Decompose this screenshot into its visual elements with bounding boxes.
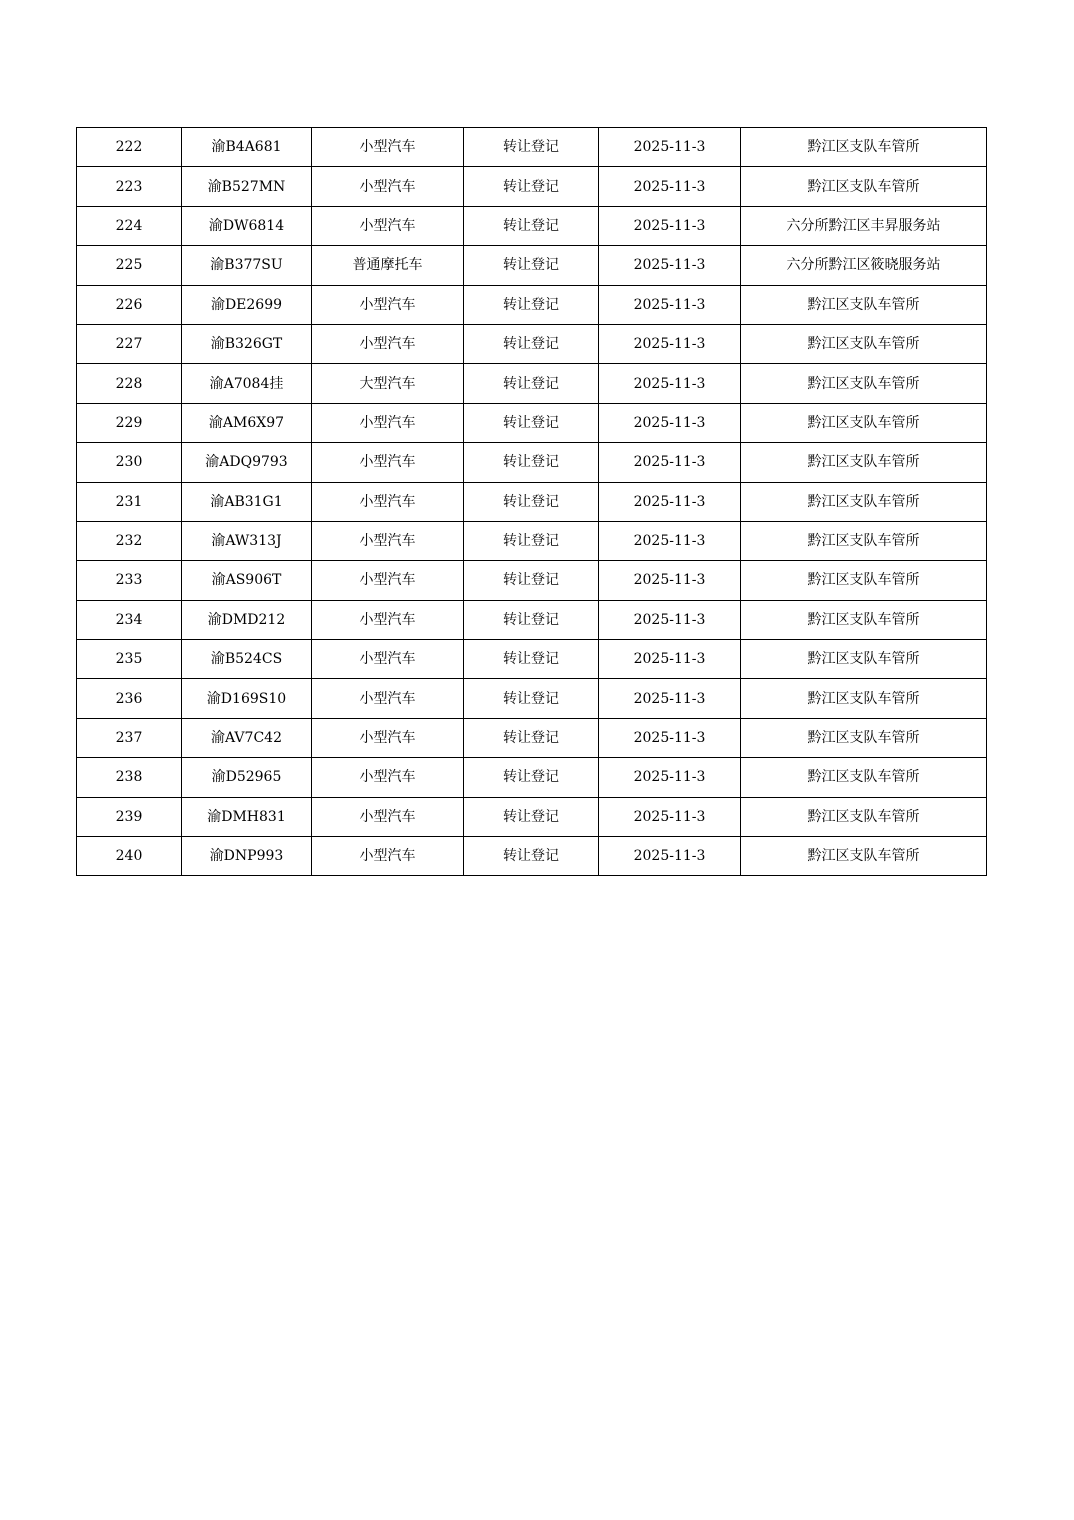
table-row bbox=[77, 324, 987, 363]
cell-business: 转让登记 bbox=[464, 718, 599, 757]
cell-business: 转让登记 bbox=[464, 837, 599, 876]
cell-plate: 渝AB31G1 bbox=[182, 482, 312, 521]
records-body bbox=[77, 128, 987, 876]
cell-plate: 渝D169S10 bbox=[182, 679, 312, 718]
table-row bbox=[77, 443, 987, 482]
cell-office: 黔江区支队车管所 bbox=[741, 285, 987, 324]
cell-plate: 渝DMH831 bbox=[182, 797, 312, 836]
table-row bbox=[77, 285, 987, 324]
cell-office: 黔江区支队车管所 bbox=[741, 482, 987, 521]
table-row bbox=[77, 482, 987, 521]
cell-business: 转让登记 bbox=[464, 482, 599, 521]
cell-date: 2025-11-3 bbox=[599, 718, 741, 757]
cell-date: 2025-11-3 bbox=[599, 128, 741, 167]
cell-office: 黔江区支队车管所 bbox=[741, 561, 987, 600]
cell-plate: 渝DW6814 bbox=[182, 206, 312, 245]
table-row bbox=[77, 167, 987, 206]
cell-seq: 226 bbox=[77, 285, 182, 324]
cell-vehicle-type: 小型汽车 bbox=[312, 167, 464, 206]
table-row bbox=[77, 758, 987, 797]
cell-business: 转让登记 bbox=[464, 246, 599, 285]
cell-plate: 渝A7084挂 bbox=[182, 364, 312, 403]
cell-office: 黔江区支队车管所 bbox=[741, 403, 987, 442]
cell-plate: 渝B527MN bbox=[182, 167, 312, 206]
cell-business: 转让登记 bbox=[464, 521, 599, 560]
cell-office: 黔江区支队车管所 bbox=[741, 167, 987, 206]
cell-vehicle-type: 小型汽车 bbox=[312, 679, 464, 718]
cell-vehicle-type: 小型汽车 bbox=[312, 561, 464, 600]
cell-office: 黔江区支队车管所 bbox=[741, 718, 987, 757]
cell-date: 2025-11-3 bbox=[599, 403, 741, 442]
cell-seq: 224 bbox=[77, 206, 182, 245]
cell-seq: 235 bbox=[77, 640, 182, 679]
cell-plate: 渝B4A681 bbox=[182, 128, 312, 167]
cell-vehicle-type: 小型汽车 bbox=[312, 718, 464, 757]
cell-plate: 渝B377SU bbox=[182, 246, 312, 285]
cell-vehicle-type: 小型汽车 bbox=[312, 206, 464, 245]
table-row bbox=[77, 718, 987, 757]
cell-date: 2025-11-3 bbox=[599, 167, 741, 206]
cell-plate: 渝ADQ9793 bbox=[182, 443, 312, 482]
cell-vehicle-type: 小型汽车 bbox=[312, 128, 464, 167]
cell-date: 2025-11-3 bbox=[599, 679, 741, 718]
cell-plate: 渝DMD212 bbox=[182, 600, 312, 639]
cell-office: 黔江区支队车管所 bbox=[741, 797, 987, 836]
cell-seq: 229 bbox=[77, 403, 182, 442]
table-row bbox=[77, 600, 987, 639]
cell-vehicle-type: 小型汽车 bbox=[312, 482, 464, 521]
cell-office: 黔江区支队车管所 bbox=[741, 128, 987, 167]
cell-business: 转让登记 bbox=[464, 443, 599, 482]
cell-office: 六分所黔江区筱晓服务站 bbox=[741, 246, 987, 285]
table-row bbox=[77, 206, 987, 245]
cell-date: 2025-11-3 bbox=[599, 246, 741, 285]
cell-seq: 233 bbox=[77, 561, 182, 600]
cell-office: 黔江区支队车管所 bbox=[741, 324, 987, 363]
cell-date: 2025-11-3 bbox=[599, 837, 741, 876]
cell-date: 2025-11-3 bbox=[599, 482, 741, 521]
cell-office: 黔江区支队车管所 bbox=[741, 600, 987, 639]
cell-business: 转让登记 bbox=[464, 561, 599, 600]
cell-office: 六分所黔江区丰昇服务站 bbox=[741, 206, 987, 245]
cell-plate: 渝AS906T bbox=[182, 561, 312, 600]
cell-seq: 239 bbox=[77, 797, 182, 836]
cell-plate: 渝B326GT bbox=[182, 324, 312, 363]
cell-vehicle-type: 小型汽车 bbox=[312, 640, 464, 679]
cell-office: 黔江区支队车管所 bbox=[741, 443, 987, 482]
cell-date: 2025-11-3 bbox=[599, 797, 741, 836]
cell-office: 黔江区支队车管所 bbox=[741, 521, 987, 560]
cell-seq: 228 bbox=[77, 364, 182, 403]
cell-seq: 238 bbox=[77, 758, 182, 797]
cell-date: 2025-11-3 bbox=[599, 521, 741, 560]
cell-seq: 223 bbox=[77, 167, 182, 206]
cell-seq: 222 bbox=[77, 128, 182, 167]
cell-date: 2025-11-3 bbox=[599, 364, 741, 403]
cell-office: 黔江区支队车管所 bbox=[741, 640, 987, 679]
cell-business: 转让登记 bbox=[464, 679, 599, 718]
table-row bbox=[77, 561, 987, 600]
table-row bbox=[77, 246, 987, 285]
cell-date: 2025-11-3 bbox=[599, 758, 741, 797]
cell-date: 2025-11-3 bbox=[599, 600, 741, 639]
cell-plate: 渝DNP993 bbox=[182, 837, 312, 876]
cell-plate: 渝D52965 bbox=[182, 758, 312, 797]
cell-date: 2025-11-3 bbox=[599, 561, 741, 600]
table-row bbox=[77, 521, 987, 560]
cell-date: 2025-11-3 bbox=[599, 443, 741, 482]
table-row bbox=[77, 797, 987, 836]
table-row bbox=[77, 837, 987, 876]
cell-business: 转让登记 bbox=[464, 128, 599, 167]
cell-vehicle-type: 小型汽车 bbox=[312, 324, 464, 363]
cell-business: 转让登记 bbox=[464, 285, 599, 324]
cell-seq: 240 bbox=[77, 837, 182, 876]
cell-vehicle-type: 小型汽车 bbox=[312, 600, 464, 639]
cell-vehicle-type: 普通摩托车 bbox=[312, 246, 464, 285]
cell-plate: 渝DE2699 bbox=[182, 285, 312, 324]
cell-business: 转让登记 bbox=[464, 600, 599, 639]
records-table bbox=[76, 127, 987, 876]
cell-date: 2025-11-3 bbox=[599, 324, 741, 363]
table-row bbox=[77, 364, 987, 403]
cell-seq: 227 bbox=[77, 324, 182, 363]
cell-date: 2025-11-3 bbox=[599, 640, 741, 679]
cell-business: 转让登记 bbox=[464, 167, 599, 206]
cell-office: 黔江区支队车管所 bbox=[741, 679, 987, 718]
cell-seq: 231 bbox=[77, 482, 182, 521]
cell-vehicle-type: 大型汽车 bbox=[312, 364, 464, 403]
cell-business: 转让登记 bbox=[464, 364, 599, 403]
cell-office: 黔江区支队车管所 bbox=[741, 364, 987, 403]
cell-vehicle-type: 小型汽车 bbox=[312, 521, 464, 560]
cell-business: 转让登记 bbox=[464, 206, 599, 245]
table-row bbox=[77, 128, 987, 167]
cell-business: 转让登记 bbox=[464, 324, 599, 363]
cell-vehicle-type: 小型汽车 bbox=[312, 837, 464, 876]
cell-business: 转让登记 bbox=[464, 403, 599, 442]
cell-seq: 232 bbox=[77, 521, 182, 560]
table-row bbox=[77, 640, 987, 679]
cell-seq: 237 bbox=[77, 718, 182, 757]
cell-plate: 渝AM6X97 bbox=[182, 403, 312, 442]
cell-business: 转让登记 bbox=[464, 797, 599, 836]
cell-seq: 225 bbox=[77, 246, 182, 285]
table-row bbox=[77, 403, 987, 442]
cell-plate: 渝AW313J bbox=[182, 521, 312, 560]
cell-business: 转让登记 bbox=[464, 640, 599, 679]
cell-office: 黔江区支队车管所 bbox=[741, 758, 987, 797]
cell-vehicle-type: 小型汽车 bbox=[312, 285, 464, 324]
cell-plate: 渝AV7C42 bbox=[182, 718, 312, 757]
cell-seq: 234 bbox=[77, 600, 182, 639]
table-row bbox=[77, 679, 987, 718]
cell-vehicle-type: 小型汽车 bbox=[312, 403, 464, 442]
cell-vehicle-type: 小型汽车 bbox=[312, 443, 464, 482]
cell-date: 2025-11-3 bbox=[599, 285, 741, 324]
cell-business: 转让登记 bbox=[464, 758, 599, 797]
cell-vehicle-type: 小型汽车 bbox=[312, 758, 464, 797]
cell-plate: 渝B524CS bbox=[182, 640, 312, 679]
cell-seq: 230 bbox=[77, 443, 182, 482]
cell-seq: 236 bbox=[77, 679, 182, 718]
cell-office: 黔江区支队车管所 bbox=[741, 837, 987, 876]
cell-vehicle-type: 小型汽车 bbox=[312, 797, 464, 836]
cell-date: 2025-11-3 bbox=[599, 206, 741, 245]
